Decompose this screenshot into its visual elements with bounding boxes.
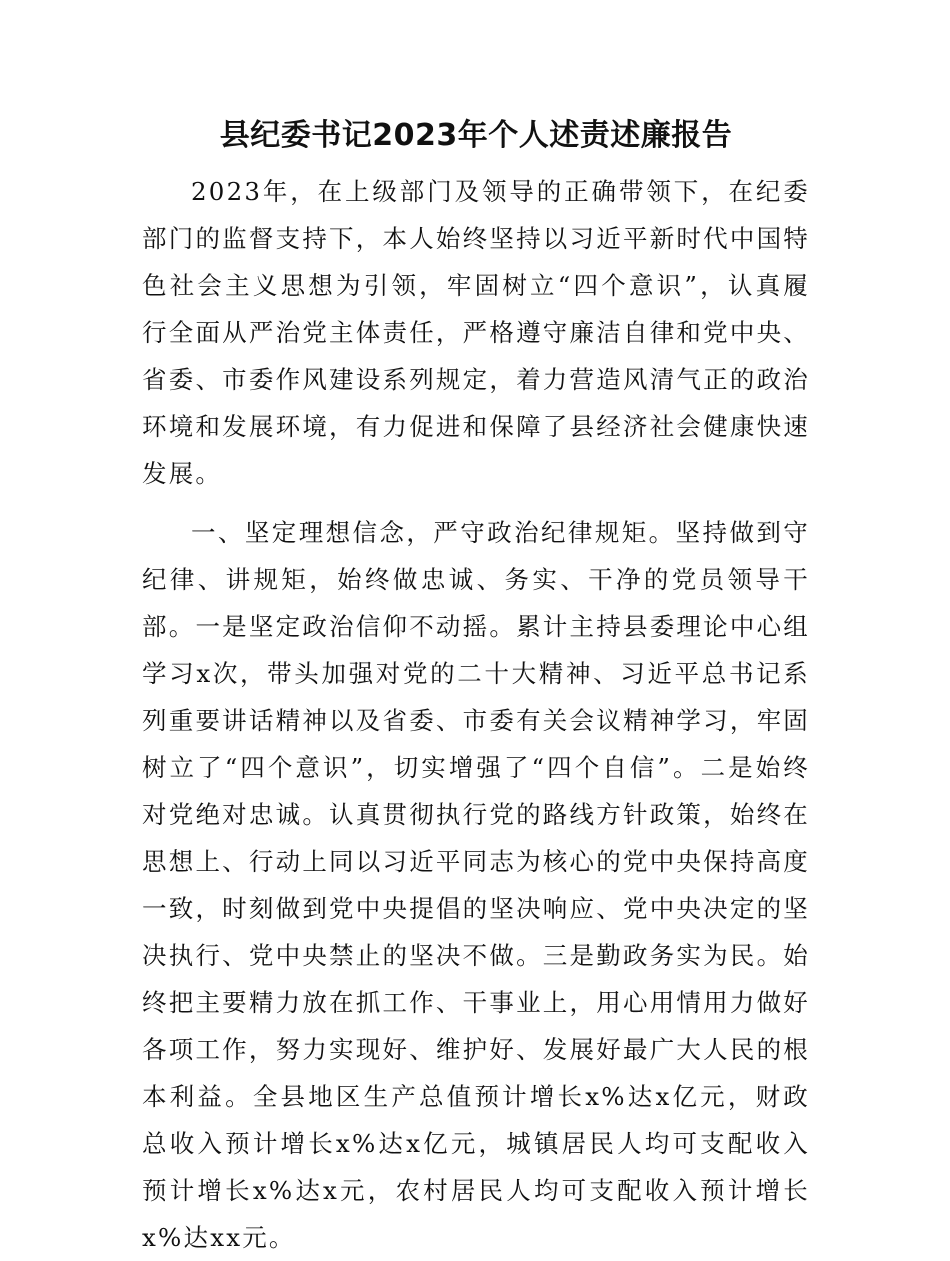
paragraph-intro: 2023年，在上级部门及领导的正确带领下，在纪委部门的监督支持下，本人始终坚持以习近平新时代中国特色社会主义思想为引领，牢固树立“四个意识”，认真履行全面从严治党主体责任，严格遵守廉洁自律和党中央、省委、市委作风建设系列规定，着力营造风清气正的政治环境和发展环境，有力促进和保障了县经济社会健康快速发展。: [142, 177, 810, 488]
document-title: 县纪委书记2023年个人述责述廉报告: [219, 118, 733, 153]
document-page: [142, 112, 810, 1261]
paragraph-section-1: 一、坚定理想信念，严守政治纪律规矩。坚持做到守纪律、讲规矩，始终做忠诚、务实、干净的党员领导干部。一是坚定政治信仰不动摇。累计主持县委理论中心组学习x次，带头加强对党的二十大精神、习近平总书记系列重要讲话精神以及省委、市委有关会议精神学习，牢固树立了“四个意识”，切实增强了“四个自信”。二是始终对党绝对忠诚。认真贯彻执行党的路线方针政策，始终在思想上、行动上同以习近平同志为核心的党中央保持高度一致，时刻做到党中央提倡的坚决响应、党中央决定的坚决执行、党中央禁止的坚决不做。三是勤政务实为民。始终把主要精力放在抓工作、干事业上，用心用情用力做好各项工作，努力实现好、维护好、发展好最广大人民的根本利益。全县地区生产总值预计增长x%达x亿元，财政总收入预计增长x%达x亿元，城镇居民人均可支配收入预计增长x%达x元，农村居民人均可支配收入预计增长x%达xx元。: [142, 518, 810, 1252]
